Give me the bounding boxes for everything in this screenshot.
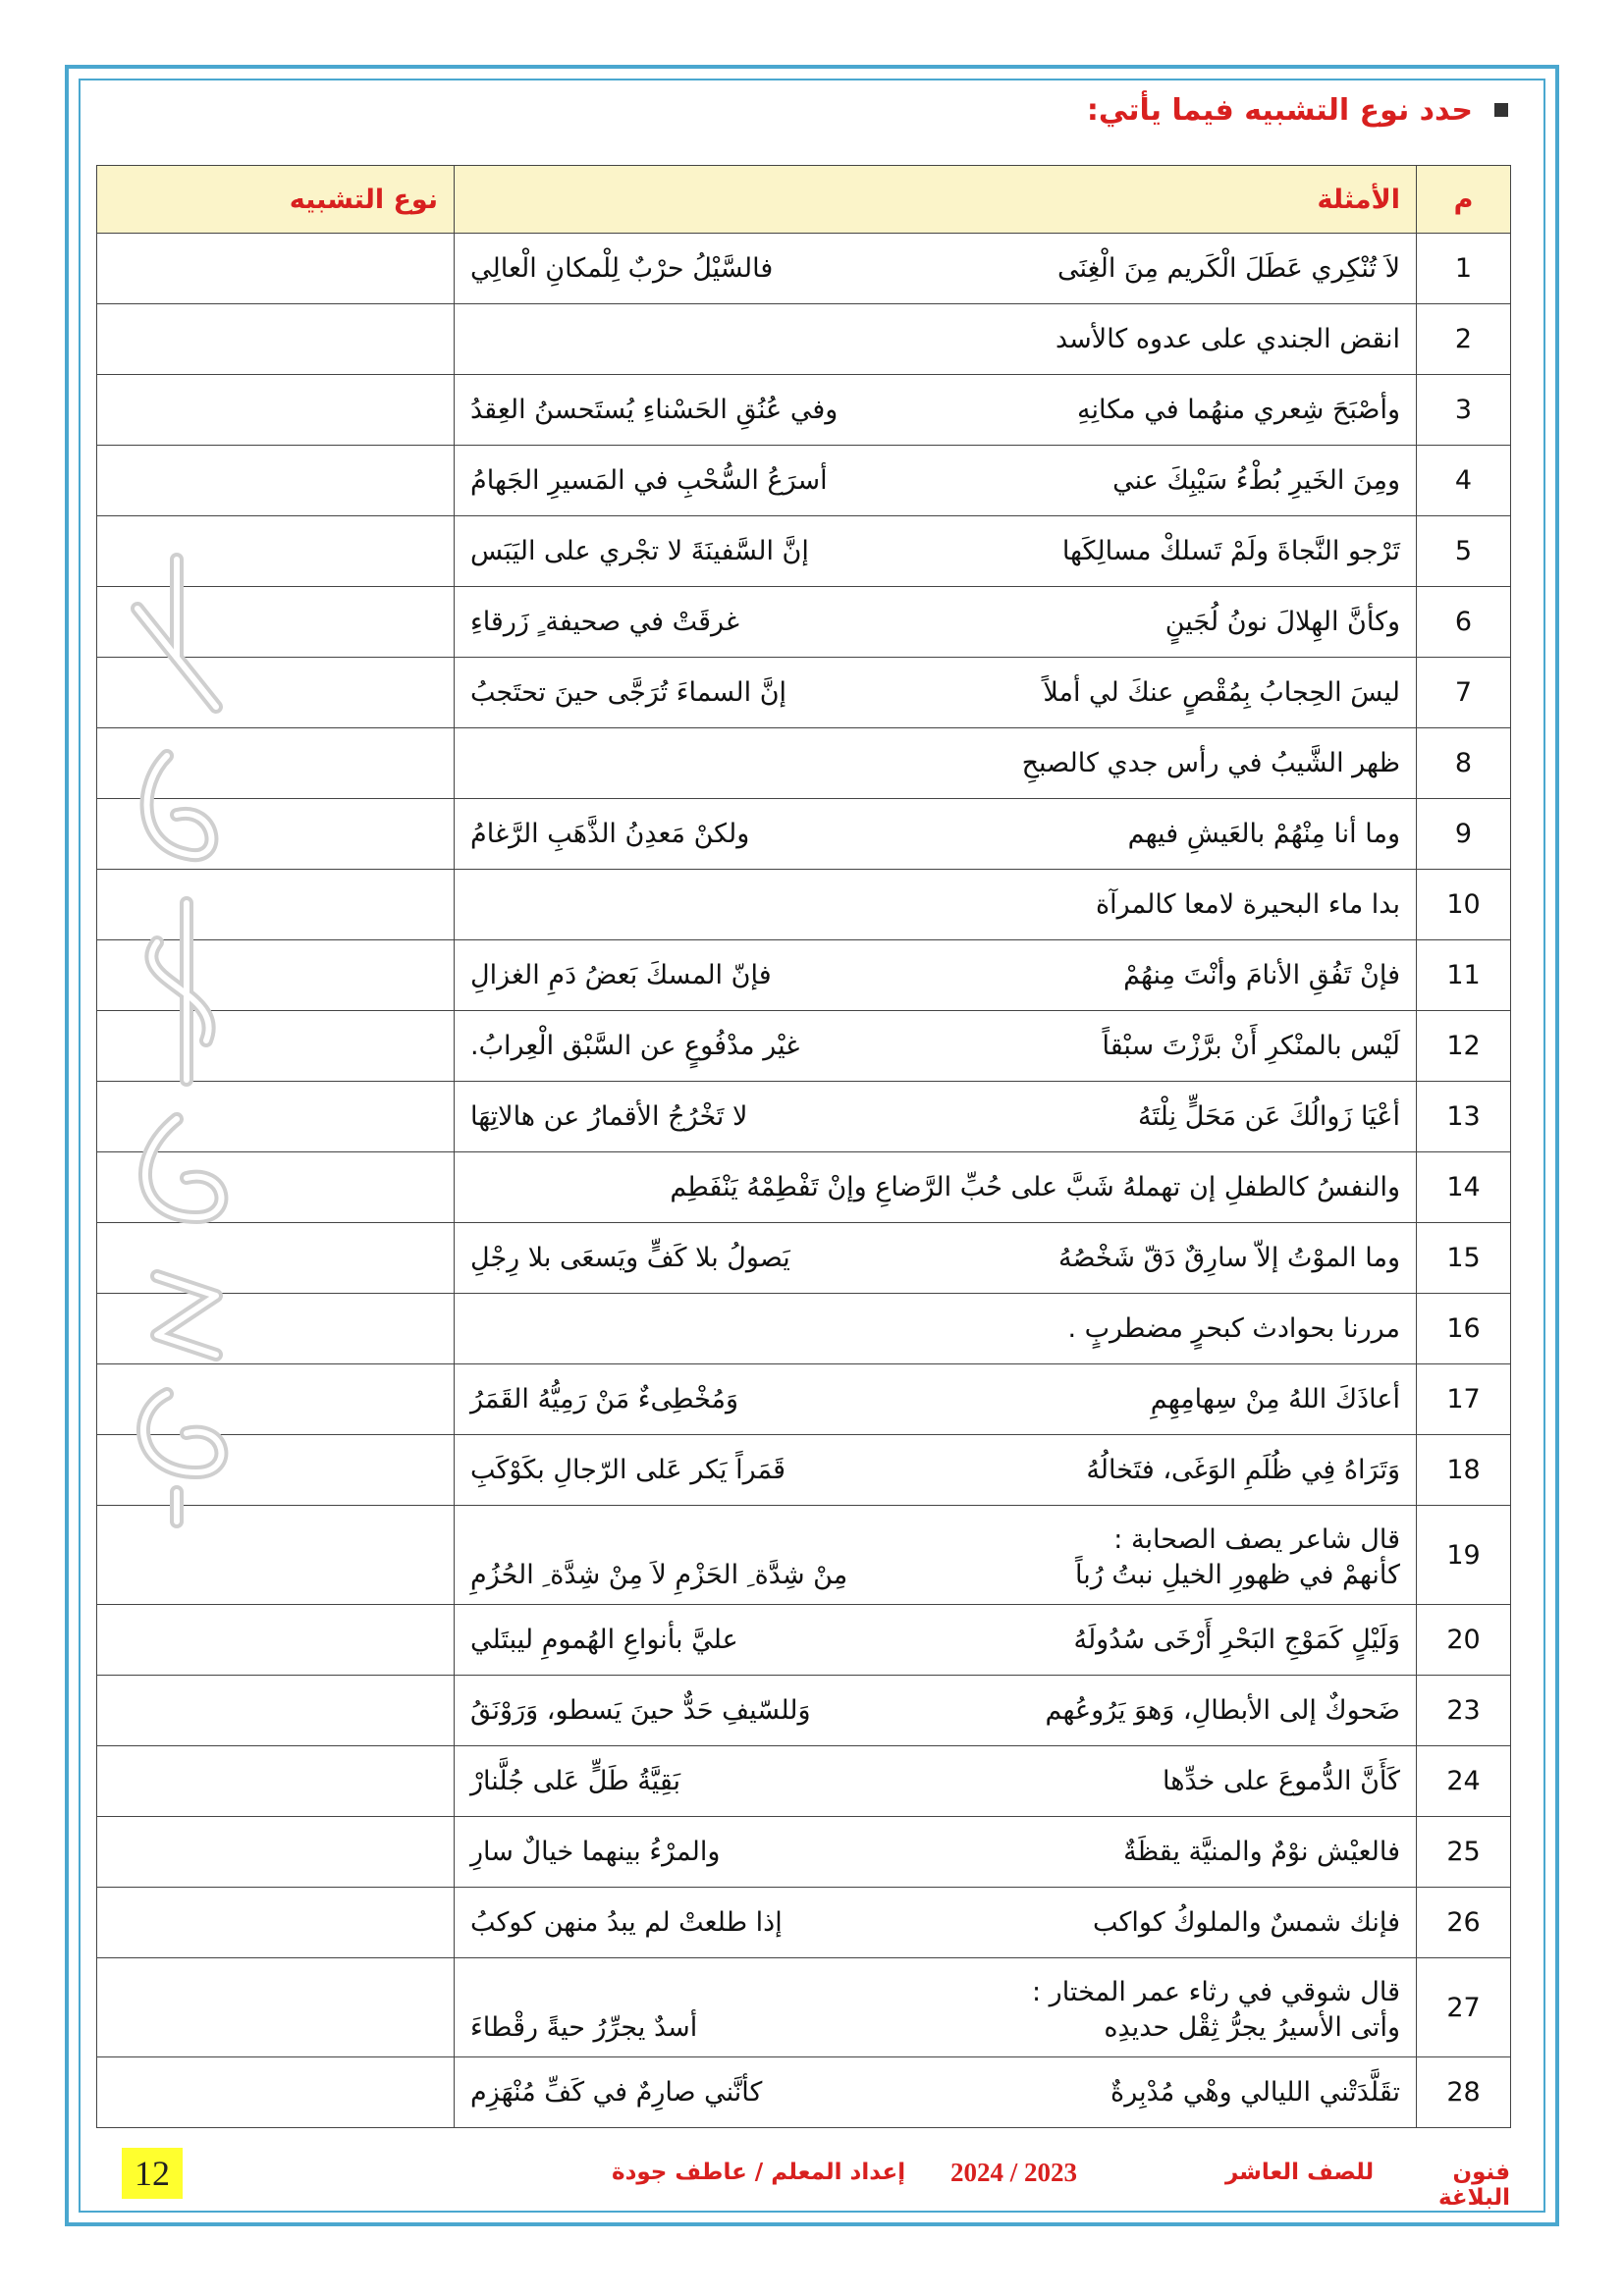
simile-type-answer-field[interactable] (97, 1817, 455, 1888)
table-row (97, 587, 1511, 658)
verse-first-hemistich: ومِنَ الخَيرِ بُطْءُ سَيْبِكَ عني (1112, 465, 1400, 496)
simile-type-answer-field[interactable] (97, 1676, 455, 1746)
verse-first-hemistich: وَلَيْلٍ كَمَوْجِ البَحْرِ أَرْخَى سُدُولَهُ (1073, 1625, 1400, 1655)
simile-type-answer-field[interactable] (97, 1958, 455, 2057)
example-cell (455, 1746, 1417, 1817)
row-number: 12 (1417, 1011, 1511, 1082)
simile-type-answer-field[interactable] (97, 1294, 455, 1364)
header-number: م (1417, 166, 1511, 234)
row-number: 9 (1417, 799, 1511, 870)
table-row (97, 1605, 1511, 1676)
row-number: 17 (1417, 1364, 1511, 1435)
example-cell (455, 1011, 1417, 1082)
verse-first-hemistich: كأنهمْ في ظهورِ الخيلِ نبتُ رُباً (1075, 1559, 1400, 1590)
verse-first-hemistich: فإنْ تَفُقِ الأنامَ وأنْتَ مِنهُمْ (1123, 960, 1400, 990)
verse-line (470, 1455, 1400, 1485)
table-row (97, 446, 1511, 516)
example-cell (455, 870, 1417, 940)
row-number: 20 (1417, 1605, 1511, 1676)
row-number: 8 (1417, 728, 1511, 799)
row-number: 26 (1417, 1888, 1511, 1958)
header-simile-type: نوع التشبيه (97, 166, 455, 234)
table-row (97, 1152, 1511, 1223)
verse-line (470, 1243, 1400, 1273)
verse-line (470, 1560, 1400, 1590)
footer-author: إعداد المعلم / عاطف جودة (612, 2160, 906, 2185)
simile-type-answer-field[interactable] (97, 304, 455, 375)
verse-line (470, 465, 1400, 496)
square-bullet-icon (1494, 103, 1508, 117)
simile-type-answer-field[interactable] (97, 1888, 455, 1958)
verse-second-hemistich: فإنّ المسكَ بَعضُ دَمِ الغزالِ (470, 960, 772, 990)
verse-second-hemistich: ولكنْ مَعدِنُ الذَّهَبِ الرَّغامُ (470, 819, 750, 849)
verse-first-hemistich: وما أنا مِنْهُمْ بالعَيشِ فيهم (1127, 819, 1400, 849)
verse-second-hemistich: وَللسّيفِ حَدٌّ حينَ يَسطو، وَرَوْنَقُ (470, 1695, 811, 1726)
verse-line (470, 1907, 1400, 1938)
page-footer (96, 2148, 1510, 2211)
page-number: 12 (122, 2148, 183, 2199)
table-row (97, 1435, 1511, 1506)
table-row (97, 658, 1511, 728)
verse-first-hemistich: فإنك شمسٌ والملوكُ كواكب (1093, 1907, 1400, 1938)
row-number: 4 (1417, 446, 1511, 516)
verse-first-hemistich: أعاذَكَ اللهُ مِنْ سِهامِهِمِ (1150, 1384, 1400, 1415)
instruction-text: حدد نوع التشبيه فيما يأتي: (1086, 92, 1473, 128)
table-row (97, 1958, 1511, 2057)
verse-line (470, 536, 1400, 566)
example-intro: قال شوقي في رثاء عمر المختار : (1031, 1976, 1400, 2007)
example-cell (455, 940, 1417, 1011)
example-cell (455, 234, 1417, 304)
example-cell (455, 587, 1417, 658)
row-number: 23 (1417, 1676, 1511, 1746)
table-row (97, 799, 1511, 870)
row-number: 27 (1417, 1958, 1511, 2057)
verse-second-hemistich: كأنَّني صارِمٌ في كَفِّ مُنْهَزِم (470, 2077, 763, 2108)
verse-line (470, 1695, 1400, 1726)
verse-line (470, 253, 1400, 284)
row-number: 19 (1417, 1506, 1511, 1605)
table-row (97, 1082, 1511, 1152)
table-row (97, 2057, 1511, 2128)
instruction-line (1087, 86, 1508, 133)
table-row (97, 940, 1511, 1011)
row-number: 25 (1417, 1817, 1511, 1888)
verse-second-hemistich: لا تَخْرُجُ الأقمارُ عن هالاتِهَا (470, 1101, 748, 1132)
verse-second-hemistich: إنَّ السَّفينَةَ لا تجْري على اليَبَس (470, 536, 809, 566)
verse-first-hemistich: لاَ تُنْكِري عَطَلَ الْكَريم مِنَ الْغِنَى (1056, 253, 1400, 284)
verse-first-hemistich: وأتى الأسيرُ يجرُّ ثِقْل حديدِه (1104, 2011, 1400, 2043)
verse-second-hemistich: والمرْءُ بينهما خيالٌ سارِ (470, 1837, 721, 1867)
example-cell (455, 728, 1417, 799)
verse-line (470, 1625, 1400, 1655)
verse-line (470, 1384, 1400, 1415)
table-row (97, 1011, 1511, 1082)
exercise-table (96, 165, 1511, 2128)
row-number: 5 (1417, 516, 1511, 587)
example-cell (455, 1364, 1417, 1435)
table-row (97, 304, 1511, 375)
verse-second-hemistich: إنَّ السماءَ تُرَجَّى حينَ تحتَجبُ (470, 677, 787, 708)
verse-line (470, 2077, 1400, 2108)
simile-type-answer-field[interactable] (97, 1152, 455, 1223)
simile-type-answer-field[interactable] (97, 799, 455, 870)
verse-second-hemistich: وفي عُنُقِ الحَسْناءِ يُستَحسنُ العِقدُ (470, 395, 839, 425)
verse-first-hemistich: وما الموْتُ إلاّ سارِقٌ دَقّ شَخْصُهُ (1058, 1243, 1400, 1273)
row-number: 3 (1417, 375, 1511, 446)
verse-first-hemistich: لَيْس بالمنْكرِ أَنْ برَّزْتَ سبْقاً (1102, 1031, 1400, 1061)
row-number: 2 (1417, 304, 1511, 375)
example-cell (455, 1888, 1417, 1958)
verse-line (470, 395, 1400, 425)
table-row (97, 870, 1511, 940)
row-number: 10 (1417, 870, 1511, 940)
verse-line (470, 607, 1400, 637)
example-cell (455, 1506, 1417, 1605)
simile-type-answer-field[interactable] (97, 375, 455, 446)
row-number: 14 (1417, 1152, 1511, 1223)
simile-type-answer-field[interactable] (97, 1605, 455, 1676)
verse-first-hemistich: تقَلَّدَتْني الليالي وهْي مُدْبِرةٌ (1110, 2077, 1400, 2108)
example-cell (455, 1435, 1417, 1506)
simile-type-answer-field[interactable] (97, 587, 455, 658)
simile-type-answer-field[interactable] (97, 870, 455, 940)
row-number: 11 (1417, 940, 1511, 1011)
row-number: 28 (1417, 2057, 1511, 2128)
row-number: 24 (1417, 1746, 1511, 1817)
table-row (97, 1506, 1511, 1605)
simile-type-answer-field[interactable] (97, 1435, 455, 1506)
verse-line (470, 1031, 1400, 1061)
simile-type-answer-field[interactable] (97, 234, 455, 304)
verse-second-hemistich: بَقِيَّةُ طَلٍّ عَلى جُلَّنارْ (470, 1766, 681, 1796)
example-cell (455, 304, 1417, 375)
simile-type-answer-field[interactable] (97, 1223, 455, 1294)
table-header-row (97, 166, 1511, 234)
example-cell (455, 446, 1417, 516)
table-row (97, 728, 1511, 799)
verse-first-hemistich: أعْيَا زَوالُكَ عَن مَحَلٍّ نِلْتَهُ (1138, 1101, 1400, 1132)
header-examples: الأمثلة (455, 166, 1417, 234)
table-row (97, 1817, 1511, 1888)
row-number: 16 (1417, 1294, 1511, 1364)
row-number: 1 (1417, 234, 1511, 304)
example-cell (455, 1082, 1417, 1152)
verse-second-hemistich: قَمَراً يَكر عَلى الرّجالِ بكَوْكَبِ (470, 1455, 786, 1485)
footer-year: 2024 / 2023 (950, 2158, 1078, 2187)
verse-first-hemistich: وَتَرَاهُ فِي ظُلَمِ الوَغَى، فتَخالُهُ (1086, 1455, 1400, 1485)
table-row (97, 1676, 1511, 1746)
footer-grade: للصف العاشر (1225, 2160, 1375, 2185)
verse-second-hemistich: غرقَتْ في صحيفة ٍ زَرقاءِ (470, 607, 740, 637)
verse-line (470, 1837, 1400, 1867)
verse-second-hemistich: وَمُخْطِىءٌ مَنْ رَمِيُّهُ القَمَرُ (470, 1384, 739, 1415)
row-number: 15 (1417, 1223, 1511, 1294)
verse-second-hemistich: أسدٌ يجرِّرُ حيةً رقْطاءَ (470, 2011, 698, 2043)
verse-line (470, 677, 1400, 708)
example-text: بدا ماء البحيرة لامعا كالمرآة (1096, 889, 1400, 920)
verse-second-hemistich: مِنْ شِدَّة ِ الحَزْمِ لاَ مِنْ شِدَّة ِ الحُزُمِ (470, 1559, 848, 1590)
table-row (97, 1364, 1511, 1435)
row-number: 6 (1417, 587, 1511, 658)
verse-first-hemistich: ضَحوكٌ إلى الأبطالِ، وَهوَ يَرُوعُهم (1045, 1695, 1400, 1726)
row-number: 18 (1417, 1435, 1511, 1506)
verse-first-hemistich: وأصْبَحَ شِعري منهُما في مكانِهِ (1077, 395, 1400, 425)
row-number: 13 (1417, 1082, 1511, 1152)
verse-first-hemistich: تَرْجو النَّجاةَ ولَمْ تَسلكْ مسالِكَها (1061, 536, 1400, 566)
table-row (97, 1888, 1511, 1958)
verse-line (470, 2012, 1400, 2043)
verse-first-hemistich: وكأنَّ الهِلالَ نونُ لُجَينٍ (1164, 607, 1400, 637)
example-cell (455, 516, 1417, 587)
simile-type-answer-field[interactable] (97, 2057, 455, 2128)
simile-type-answer-field[interactable] (97, 1746, 455, 1817)
simile-type-answer-field[interactable] (97, 658, 455, 728)
verse-second-hemistich: غيْر مدْفُوعٍ عن السَّبْق الْعِرابُ. (470, 1031, 800, 1061)
example-intro: قال شاعر يصف الصحابة : (1113, 1523, 1400, 1555)
verse-line (470, 1101, 1400, 1132)
example-cell (455, 375, 1417, 446)
example-text: مررنا بحوادث كبحرٍ مضطربٍ . (1067, 1313, 1400, 1344)
example-cell (455, 1223, 1417, 1294)
simile-type-answer-field[interactable] (97, 1364, 455, 1435)
table-row (97, 1746, 1511, 1817)
table-row (97, 516, 1511, 587)
simile-type-answer-field[interactable] (97, 1011, 455, 1082)
simile-type-answer-field[interactable] (97, 728, 455, 799)
example-text: انقض الجندي على عدوه كالأسد (1056, 324, 1400, 354)
table-row (97, 1294, 1511, 1364)
table-row (97, 375, 1511, 446)
simile-type-answer-field[interactable] (97, 1082, 455, 1152)
example-cell (455, 1817, 1417, 1888)
table-row (97, 234, 1511, 304)
example-text: ظهر الشَّيبُ في رأس جدي كالصبحِ (1021, 748, 1400, 778)
example-cell (455, 1676, 1417, 1746)
verse-second-hemistich: أسرَعُ السُّحْبِ في المَسيرِ الجَهامُ (470, 465, 828, 496)
example-cell (455, 2057, 1417, 2128)
example-cell (455, 1152, 1417, 1223)
example-cell (455, 1605, 1417, 1676)
footer-subject: فنون البلاغة (1437, 2160, 1510, 2211)
verse-line (470, 819, 1400, 849)
verse-second-hemistich: عليَّ بأنواعِ الهُمومِ ليبتَلي (470, 1625, 738, 1655)
verse-first-hemistich: ليسَ الحِجابُ بِمُقْصٍ عنكَ لي أملاً (1043, 677, 1400, 708)
verse-second-hemistich: يَصولُ بلا كَفٍّ ويَسعَى بلا رِجْلِ (470, 1243, 790, 1273)
example-cell (455, 799, 1417, 870)
verse-second-hemistich: فالسَّيْلُ حرْبٌ لِلْمكانِ الْعالِي (470, 253, 774, 284)
table-row (97, 1223, 1511, 1294)
verse-second-hemistich: إذا طلعتْ لم يبدُ منهن كوكبُ (470, 1907, 783, 1938)
simile-type-answer-field[interactable] (97, 940, 455, 1011)
simile-type-answer-field[interactable] (97, 516, 455, 587)
example-cell (455, 1958, 1417, 2057)
verse-line (470, 1766, 1400, 1796)
example-cell (455, 1294, 1417, 1364)
simile-type-answer-field[interactable] (97, 446, 455, 516)
example-text: والنفسُ كالطفلِ إن تهملهُ شَبَّ على حُبِّ الرَّضاعِ وإنْ تَفْطِمْهُ يَنْفَطِم (670, 1172, 1400, 1202)
verse-line (470, 960, 1400, 990)
example-cell (455, 658, 1417, 728)
simile-type-answer-field[interactable] (97, 1506, 455, 1605)
row-number: 7 (1417, 658, 1511, 728)
verse-first-hemistich: فالعيْش نوْمٌ والمنيَّة يقظَةٌ (1123, 1837, 1400, 1867)
verse-first-hemistich: كَأَنَّ الدُّموعَ على خدِّها (1163, 1766, 1400, 1796)
